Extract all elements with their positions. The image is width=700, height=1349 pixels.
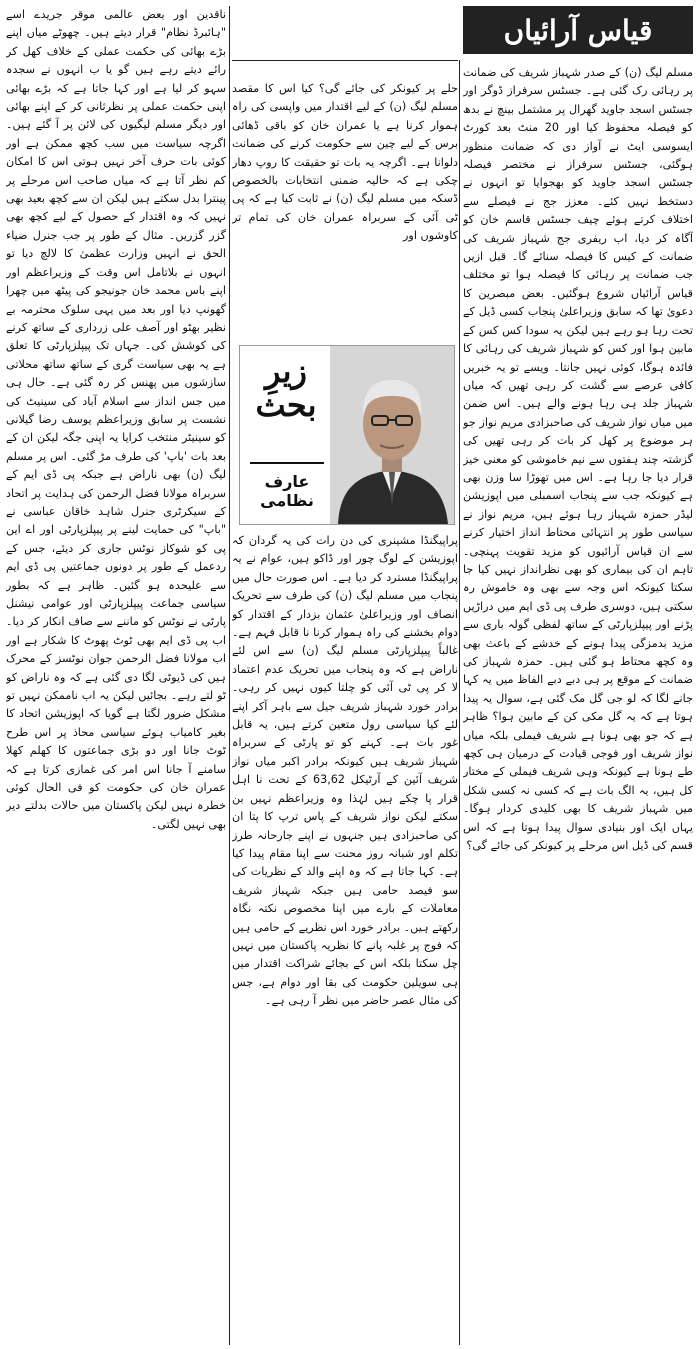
- author-portrait-icon: [330, 346, 454, 524]
- column-divider: [232, 60, 458, 61]
- column-divider: [229, 6, 230, 1345]
- column-name: زیرِ بحث: [255, 352, 317, 424]
- article-text: ناقدین اور بعض عالمی موقر جریدے اسے "ہائبرڈ نظام" قرار دیتے ہیں۔ چھوٹے میاں اپنے بڑے بھائی کی حکمت عملی کے خلاف کھل کر رائے دیتے رہے ہیں گو یا ب انہوں نے سجدہ سہو کر لیا ہے اور کہا جاتا ہے کہ بڑے بھائی اپنی حکمت عملی پر نظرثانی کر کے اپنے بھائی اور دیگر مسلم لیگیوں کی لائن پر آ گئے ہیں۔ اگرچہ سیاست میں سب کچھ ممکن ہے اور کوئی بات حرف آخر نہیں ہوتی اس کا امکان کم نظر آتا ہے کہ میاں صاحب اس مرحلے پر پینترا بدل سکتے ہیں لیکن ان سے کچھ بعید بھی نہیں کہ وہ اقتدار کے حصول کے لیے کچھ بھی گزر گزریں۔ مثال کے طور پر جب جنرل ضیاء الحق نے انہیں وزارت عظمیٰ کا لالچ دیا تو انہوں نے بلاتامل اس وقت کے وزیراعظم اور اپنے باس محمد خان جونیجو کی پیٹھ میں چھرا گھونپ دیا اور بعد میں یہی سلوک محترمہ بے نظیر بھٹو اور آصف علی زرداری کے ساتھ کرنے کی کوشش کی۔ جہاں تک پیپلزپارٹی کا تعلق ہے یہ بھی سیاست گری کے ساتھ ساتھ محلاتی سازشوں میں پھنس کر رہ گئی ہے۔ حال ہی میں جس انداز سے اسلام آباد کی سینیٹ کی نشست پر سابق وزیراعظم یوسف رضا گیلانی کو سینیٹر منتخب کرایا یہ اپنی جگہ لیکن ان کے بعد بات 'باپ' کی طرف مڑ گئی۔ اس پر مسلم لیگ (ن) بھی ناراض ہے جبکہ پی ڈی ایم کے سربراہ مولانا فضل الرحمن کی ہدایت پر اتحاد کے سیکرٹری جنرل شاہد خاقان عباسی نے "باپ" کی حمایت لینے پر پیپلزپارٹی اور اے این پی کو شوکاز نوٹس جاری کر دیئے، جس کے ردعمل کے طور پر دونوں جماعتیں پی ڈی ایم سے علیحدہ ہو گئیں۔ ظاہر ہے کہ بطور سیاسی جماعت پیپلزپارٹی اور عوامی نیشنل پارٹی نے نوٹس کو ماننے سے صاف انکار کر دیا۔ اب پی ڈی ایم بھی ٹوٹ پھوٹ کا شکار ہے اور اب مولانا فضل الرحمن جوان نوٹسز کے محرک ہیں کی ڈیوٹی لگا دی گئی ہے کہ وہ ناراض کو ٹو لتے رہے۔ بجائیں لیکن یہ اب ناممکن نہیں تو مشکل ضرور لگتا ہے گویا کہ اپوزیشن اتحاد کا بغیر کامیاب ہوئے سیاسی محاذ پر اس طرح ٹوٹ جانا اور دو بڑی جماعتوں کا کھلم کھلا سامنے آ جانا اس امر کی غمازی کرتا ہے کہ عمران خان کی حکومت کو فی الحال کوئی خطرہ نہیں لیکن پاکستان میں حالات بدلتے دیر بھی نہیں لگتی۔: [6, 8, 226, 831]
- byline-divider: [250, 462, 324, 464]
- column-divider: [459, 60, 460, 1345]
- article-column-right: [463, 64, 693, 1344]
- article-text: حلے پر کیونکر کی جائے گی؟ کیا اس کا مقصد مسلم لیگ (ن) کے لیے اقتدار میں واپسی کی راہ ہموار کرنا ہے یا عمران خان کو باقی ڈھائی برس کے لیے چین سے حکومت کرنے کی ضمانت دلوانا ہے۔ اگرچہ یہ بات تو حقیقت کا روپ دھار چکی ہے کہ حالیہ ضمنی انتخابات بالخصوص ڈسکہ میں مسلم لیگ (ن) نے ثابت کیا ہے کہ پی ٹی آئی کے سربراہ عمران خان کی تمام تر کاوشوں اور: [232, 82, 458, 243]
- article-text: پراپیگنڈا مشینری کی دن رات کی یہ گردان کہ اپوزیشن کے لوگ چور اور ڈاکو ہیں، عوام نے یہ پراپیگنڈا مسترد کر دیا ہے۔ اس صورت حال میں پنجاب میں مسلم لیگ (ن) کی طرف سے تحریک انصاف اور وزیراعلیٰ عثمان بزدار کے اقتدار کو دوام بخشنے کی راہ ہموار کرنا نا قابل فہم ہے۔ غالباً پیپلزپارٹی مسلم لیگ (ن) سے اس لئے ناراض ہے کہ وہ پنجاب میں تحریک عدم اعتماد لا کر پی ٹی آئی کو چلتا کیوں نہیں کر رہی۔ برادر خورد شہباز شریف جیل سے باہر آکر اپنے لئے کیا سیاسی رول متعین کرتے ہیں، یہ قابل غور بات ہے۔ کہنے کو تو پارٹی کے سربراہ شہباز شریف ہیں کیونکہ برادر اکبر میاں نواز شریف آئین کے آرٹیکل 63,62 کے تحت نا اہل قرار پا چکے ہیں لہٰذا وہ وزیراعظم نہیں بن سکتے لیکن نواز شریف کے پاس ترپ کا پتا ان کی صاحبزادی ہیں جنہوں نے اپنے جارحانہ طرز تکلم اور شبانہ روز محنت سے اپنا مقام پیدا کیا ہے۔ کہا جاتا ہے کہ وہ اپنے والد کے نظریات کی سو فیصد حامی ہیں جبکہ شہباز شریف معاملات کے بارے میں اپنا مخصوص نکتہ نگاہ رکھتے ہیں۔ برادر خورد اس نظریے کے حامی ہیں کہ فوج پر غلبہ پانے کا نظریہ پاکستان میں نہیں چل سکتا بلکہ اس کے بجائے شراکت اقتدار میں ہی سویلین حکومت کی بقا اور دوام ہے، جس کی مثال عصر حاضر میں نظر آ رہی ہے۔: [232, 534, 458, 1008]
- article-text: مسلم لیگ (ن) کے صدر شہباز شریف کی ضمانت پر رہائی رک گئی ہے۔ جسٹس سرفراز ڈوگر اور جسٹس اسجد جاوید گھرال پر مشتمل بینچ نے بدھ کو فیصلہ محفوظ کیا اور 20 منٹ بعد کورٹ ایسوسی ایٹ نے آواز دی کہ ضمانت منظور ہوگئی، جسٹس سرفراز نے مختصر فیصلہ جسٹس اسجد جاوید کو بھجوایا تو انہوں نے دستخط نہیں کئے۔ معزز جج نے فیصلے سے اختلاف کرتے ہوئے چیف جسٹس قاسم خان کو آگاہ کر دیا، اب ریفری جج شہباز شریف کی ضمانت کے کیس کا فیصلہ سنائے گا۔ قبل ازیں جب ضمانت پر رہائی کا فیصلہ ہوا تو مختلف قیاس آرائیاں شروع ہوگئیں۔ بعض مبصرین کا دعویٰ تھا کہ سابق وزیراعلیٰ پنجاب کسی ڈیل کے تحت رہا ہو رہے ہیں لیکن یہ سودا کس کس کے مابین ہوا اور کس کو شہباز شریف کی رہائی کا فائدہ ہوگا، کوئی نہیں جانتا۔ ویسے تو یہ خبریں کافی عرصے سے گشت کر رہی تھیں کہ میاں شہباز جلد ہی رہا ہونے والے ہیں۔ اس ضمن میں میاں نواز شریف کی صاحبزادی مریم نواز جو ہر موضوع پر کھل کر بات کر رہی تھیں کی گزشتہ چند ہفتوں سے نیم خاموشی کو معنی خیز قرار دیا جا رہا ہے۔ اس میں تھوڑا سا وزن بھی ہے کیونکہ جب سے پنجاب اسمبلی میں اپوزیشن لیڈر حمزہ شہباز رہا ہوئے ہیں، مریم نواز نے سیاسی طور پر انتہائی محتاط انداز اختیار کرنے سے ان قیاس آرائیوں کو مزید تقویت پہنچی۔ تاہم ان کی بیماری کو بھی نظرانداز نہیں کیا جا سکتا کیونکہ اس وجہ سے بھی وہ خاموش رہ سکتی ہیں، دوسری طرف پی ڈی ایم میں دراڑیں پڑنے اور پیپلزپارٹی کے ساتھ لفظی گولہ باری سے مزید بدمزگی پیدا ہونے کے خدشے کے باعث بھی وہ کچھ محتاط ہو گئی ہیں۔ حمزہ شہباز کی ضمانت کے موقع پر ہی دبے دبے الفاظ میں یہ کہا جانے لگا کہ لو جی گل مک گئی ہے، سوال یہ پیدا ہوتا ہے کہ یہ گل مکی کن کے مابین ہوا؟ ظاہر ہے کہ جو بھی ہونا ہے شریف فیملی بلکہ میاں نواز شریف اور فوجی قیادت کے درمیان ہی کچھ طے ہونا ہے کیونکہ وہی شریف فیملی کے مختار کل ہیں، یہ الگ بات ہے کہ کسی نہ کسی شکل میں شہباز شریف کا بھی کلیدی کردار ہوگا۔ یہاں ایک اور بنیادی سوال پیدا ہوتا ہے کہ اس قسم کی ڈیل اس مرحلے پر کیونکر کی جائے گی؟: [463, 66, 693, 853]
- author-photo: [330, 346, 454, 524]
- author-byline-box: [239, 345, 455, 525]
- author-name: عارف نظامی: [260, 472, 314, 510]
- column-title: قیاس آرائیاں: [463, 6, 693, 54]
- article-column-middle: [232, 80, 458, 1345]
- article-column-left: [6, 6, 226, 1341]
